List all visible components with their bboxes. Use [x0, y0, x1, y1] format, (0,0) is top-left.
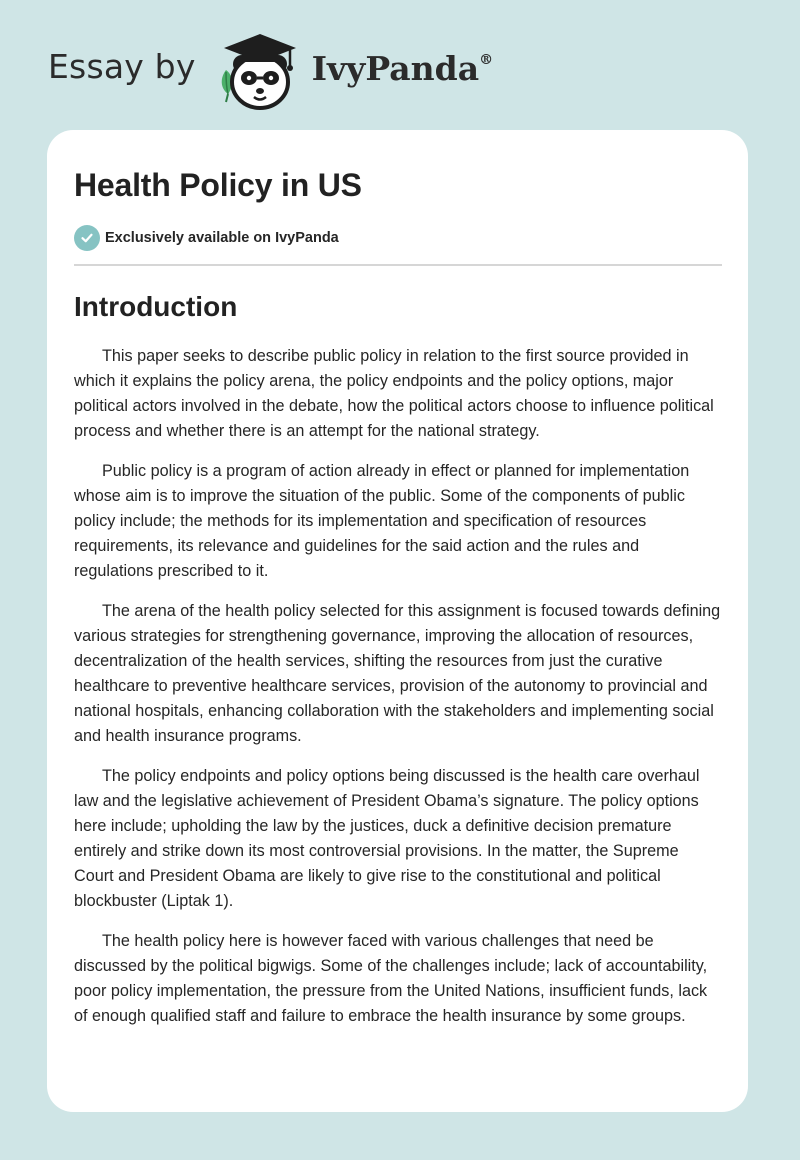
availability-text: Exclusively available on IvyPanda: [105, 230, 339, 246]
paragraph: This paper seeks to describe public policy in relation to the first source provided in which it explains the policy arena, the policy endpoints and the policy options, major political actors involved in the debate, how the political actors choose to influence political process and whether there is an attempt for the national strategy.: [74, 347, 714, 440]
paragraph: The arena of the health policy selected for this assignment is focused towards defining various strategies for strengthening governance, improving the allocation of resources, decentralization of the health services, shifting the resources from just the curative healthcare to preventive healthcare services, provision of the autonomy to provincial and national hospitals, enhancing collaboration with the stakeholders and implementing social and health insurance programs.: [74, 602, 721, 745]
check-circle-icon: [74, 225, 100, 251]
availability-badge: [74, 224, 722, 252]
registered-mark: ®: [479, 51, 494, 68]
page-title: Health Policy in US: [74, 167, 362, 203]
brand-prefix: Essay by: [48, 46, 196, 86]
essay-body: [74, 344, 722, 1029]
panda-graduate-icon: [212, 28, 308, 112]
paragraph: The policy endpoints and policy options being discussed is the health care overhaul law and the legislative achievement of President Obama’s signature. The policy options here include; upholding the law by the justices, duck a definitive decision premature entirely and strike down its most controversial provisions. In the matter, the Supreme Court and President Obama are likely to give rise to the constitutional and political blockbuster (Liptak 1).: [74, 767, 700, 910]
essay-card: [47, 130, 748, 1112]
paragraph: Public policy is a program of action already in effect or planned for implementation whose aim is to improve the situation of the public. Some of the components of public policy include; the methods for its implementation and specification of resources requirements, its relevance and guidelines for the said action and the rules and regulations prescribed to it.: [74, 462, 690, 580]
site-header: [48, 28, 493, 112]
section-heading: Introduction: [74, 291, 238, 322]
title-divider: [74, 264, 722, 266]
paragraph: The health policy here is however faced with various challenges that need be discussed by the political bigwigs. Some of the challenges include; lack of accountability, poor policy implementation, the pressure from the United Nations, insufficient funds, lack of enough qualified staff and failure to embrace the health insurance by some groups.: [74, 932, 708, 1025]
brand-name: IvyPanda®: [311, 48, 494, 88]
